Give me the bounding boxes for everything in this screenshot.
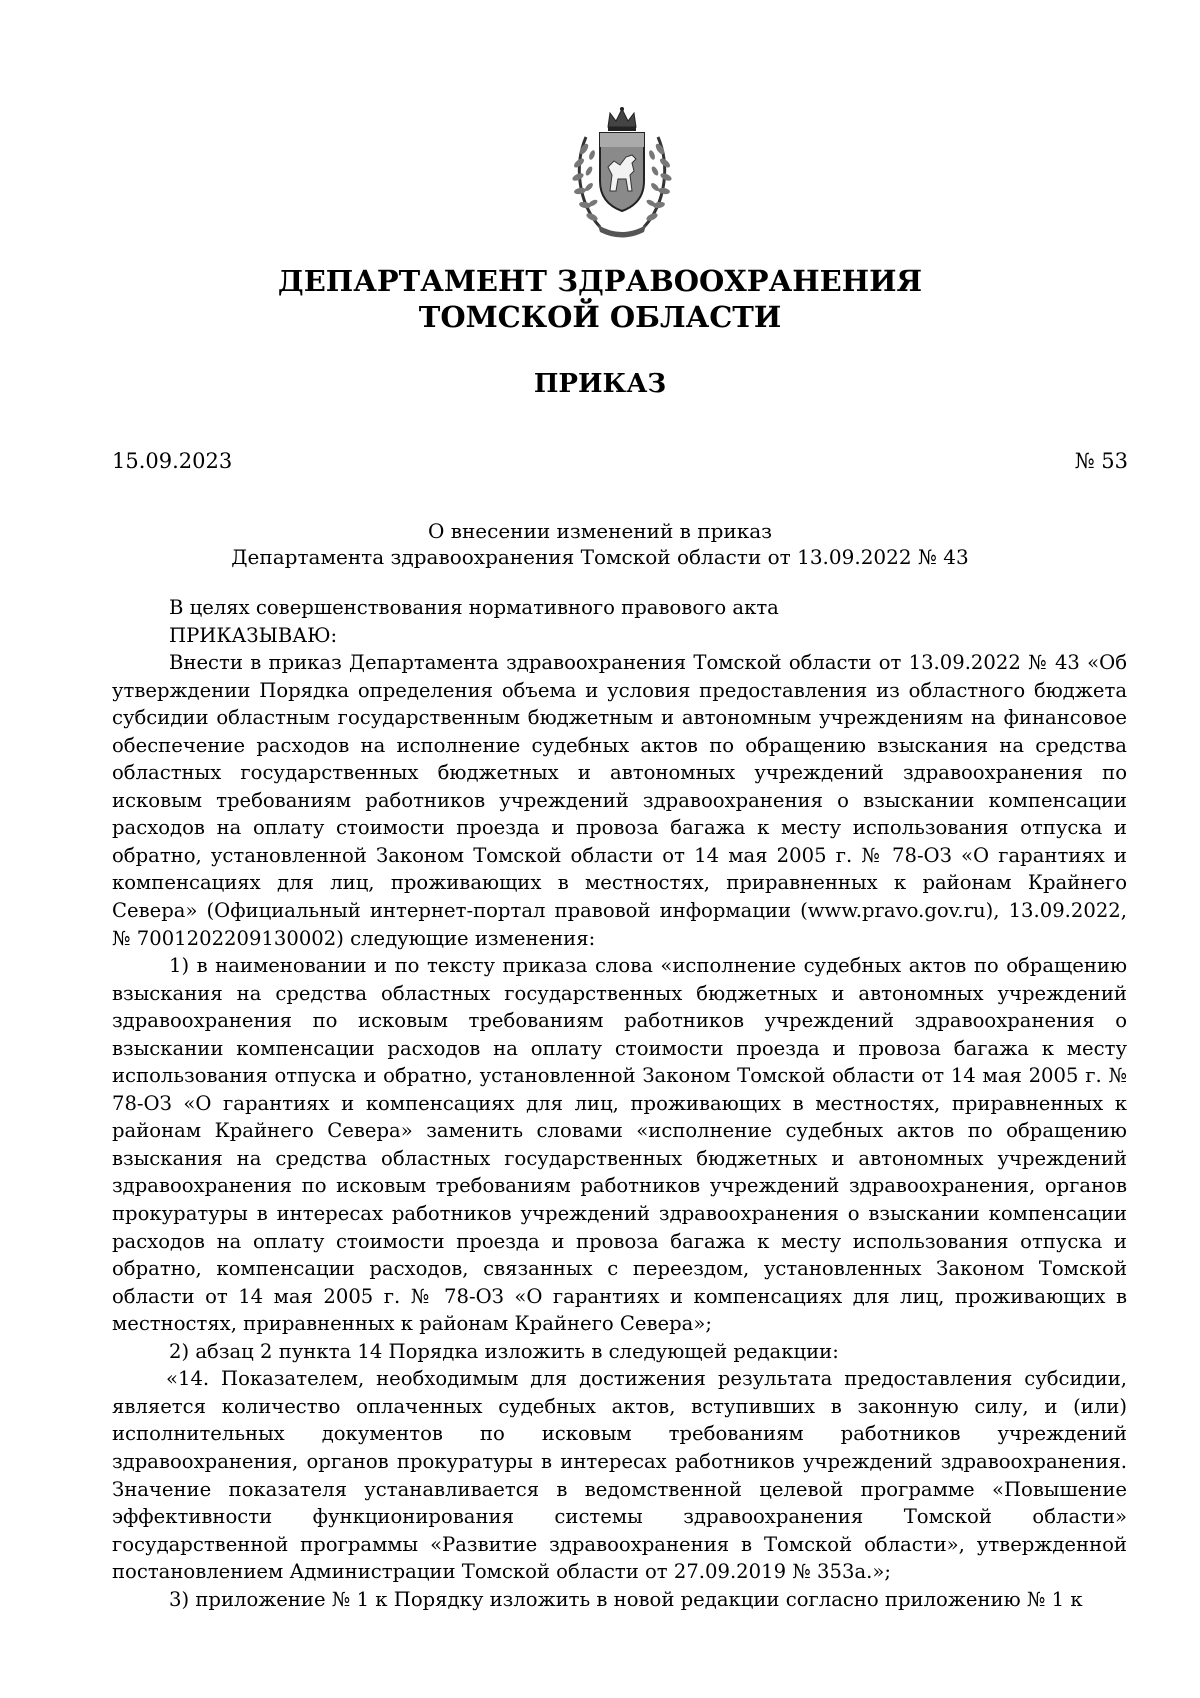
item-2-quote-paragraph: «14. Показателем, необходимым для достижения результата предоставления субсидии, является количество оплаченных судебных актов, вступивших в законную силу, и (или) исполнительных документов по исковым требованиям работников учреждений здравоохранения, органов прокуратуры в интересах работников учреждений здравоохранения. Значение показателя устанавливается в ведомственной целевой программе «Повышение эффективности функционирования системы здравоохранения Томской области» государственной программы «Развитие здравоохранения в Томской области», утвержденной постановлением Администрации Томской области от 27.09.2019 № 353а.»; [112,1367,1127,1584]
purpose-paragraph: В целях совершенствования нормативного правового акта [169,596,779,619]
subject-line-2: Департамента здравоохранения Томской области от 13.09.2022 № 43 [231,545,969,569]
organization-name-line-2: ТОМСКОЙ ОБЛАСТИ [418,300,782,334]
document-subject [220,518,980,570]
document-number: № 53 [1074,449,1128,473]
order-word: ПРИКАЗЫВАЮ: [169,623,338,647]
document-type: ПРИКАЗ [533,369,667,399]
coat-of-arms-emblem [570,105,674,239]
document-body [112,594,1127,1613]
organization-name [0,263,1200,335]
item-3-paragraph: 3) приложение № 1 к Порядку изложить в новой редакции согласно приложению № 1 к [169,1587,1083,1611]
item-2-paragraph: 2) абзац 2 пункта 14 Порядка изложить в следующей редакции: [169,1339,839,1363]
intro-paragraph: Внести в приказ Департамента здравоохранения Томской области от 13.09.2022 № 43 «Об утверждении Порядка определения объема и условия предоставления из областного бюджета субсидии областным государственным бюджетным и автономным учреждениям на финансовое обеспечение расходов на исполнение судебных актов по обращению взыскания на средства областных государственных бюджетных и автономных учреждений здравоохранения по исковым требованиям работников учреждений здравоохранения о взыскании компенсации расходов на оплату стоимости проезда и провоза багажа к месту использования отпуска и обратно, установленной Законом Томской области от 14 мая 2005 г. № 78-ОЗ «О гарантиях и компенсациях для лиц, проживающих в местностях, приравненных к районам Крайнего Севера» (Официальный интернет-портал правовой информации (www.pravo.gov.ru), 13.09.2022, № 7001202209130002) следующие изменения: [112,651,1127,950]
document-date: 15.09.2023 [112,449,233,473]
item-1-paragraph: 1) в наименовании и по тексту приказа слова «исполнение судебных актов по обращению взыскания на средства областных государственных бюджетных и автономных учреждений здравоохранения по исковым требованиям работников учреждений здравоохранения о взыскании компенсации расходов на оплату стоимости проезда и провоза багажа к месту использования отпуска и обратно, установленной Законом Томской области от 14 мая 2005 г. № 78-ОЗ «О гарантиях и компенсациях для лиц, проживающих в местностях, приравненных к районам Крайнего Севера» заменить словами «исполнение судебных актов по обращению взыскания на средства областных государственных бюджетных и автономных учреждений здравоохранения по исковым требованиям работников учреждений здравоохранения, органов прокуратуры в интересах работников учреждений здравоохранения о взыскании компенсации расходов на оплату стоимости проезда и провоза багажа к месту использования отпуска и обратно, компенсации расходов, связанных с переездом, установленных Законом Томской области от 14 мая 2005 г. № 78-ОЗ «О гарантиях и компенсациях для лиц, проживающих в местностях, приравненных к районам Крайнего Севера»; [112,954,1127,1336]
subject-line-1: О внесении изменений в приказ [427,519,773,543]
tomsk-region-coat-of-arms-icon [570,105,674,239]
organization-name-line-1: ДЕПАРТАМЕНТ ЗДРАВООХРАНЕНИЯ [277,264,923,298]
